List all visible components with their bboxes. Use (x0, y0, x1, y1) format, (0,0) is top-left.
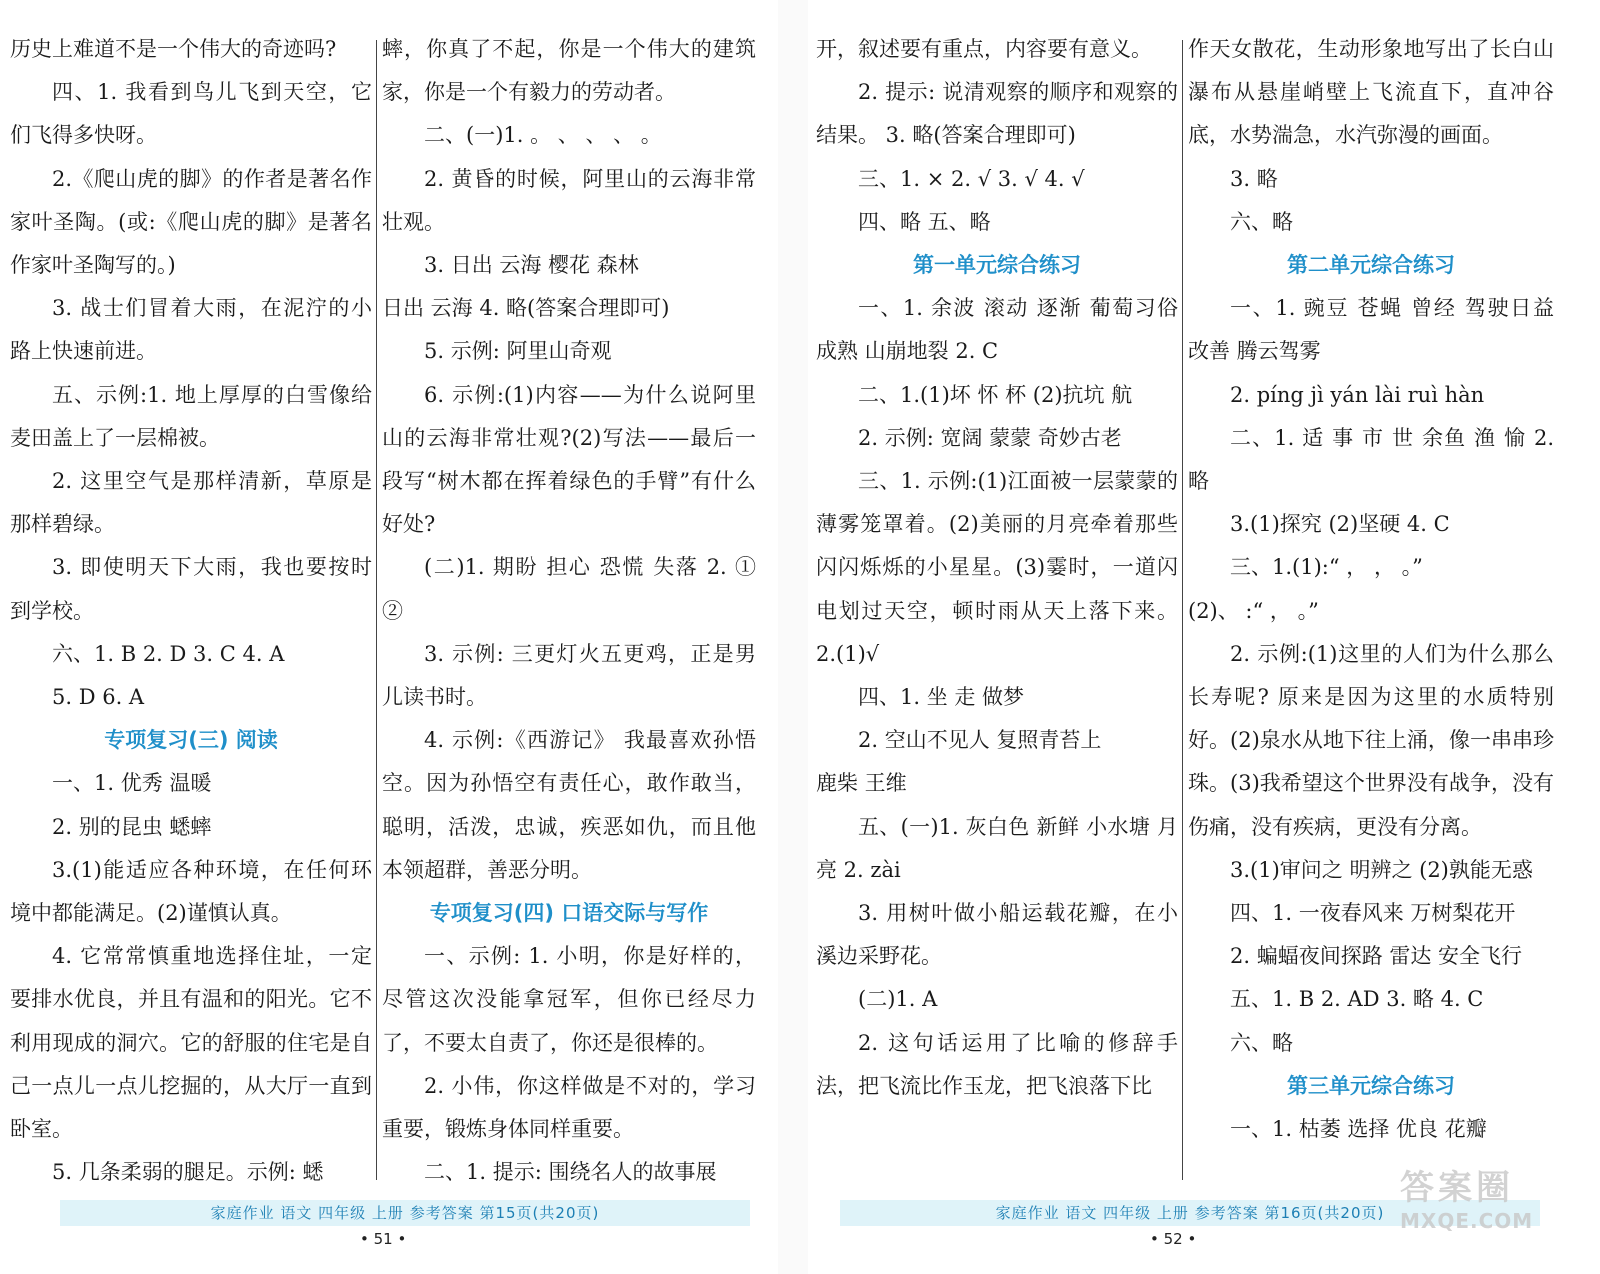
watermark-url: MXQE.COM (1400, 1209, 1534, 1233)
answer-paragraph: 日出 云海 4. 略(答案合理即可) (382, 296, 670, 321)
answer-paragraph: 五、1. B 2. AD 3. 略 4. C (1230, 987, 1484, 1012)
answer-paragraph: 3. 示例: 三更灯火五更鸡，正是男儿读书时。 (382, 641, 756, 710)
left-page-column-1 (10, 28, 372, 1190)
answer-paragraph: 2. 蝙蝠夜间探路 雷达 安全飞行 (1230, 944, 1523, 969)
answer-paragraph: 3. 日出 云海 樱花 森林 (424, 253, 639, 278)
answer-paragraph: 三、1. 示例:(1)江面被一层蒙蒙的薄雾笼罩着。(2)美丽的月亮牵着那些闪闪烁烁的小星星。(3)霎时，一道闪电划过天空，顿时雨从天上落下来。 2.(1)√ (816, 469, 1178, 666)
answer-paragraph: 二、1. 提示: 围绕名人的故事展 (424, 1160, 717, 1185)
section-title: 第一单元综合练习 (913, 253, 1081, 278)
answer-paragraph: 一、1. 余波 滚动 逐渐 葡萄习俗 成熟 山崩地裂 2. C (816, 296, 1178, 364)
watermark-title: 答案圈 (1400, 1168, 1514, 1208)
answer-paragraph: 三、1.(1):“ ， ， 。” (1230, 555, 1423, 580)
answer-paragraph: 6. 示例:(1)内容——为什么说阿里山的云海非常壮观?(2)写法——最后一段写“树木都在挥着绿色的手臂”有什么好处? (382, 382, 756, 537)
answer-paragraph: 六、略 (1230, 1030, 1293, 1055)
answer-paragraph: 2. 小伟，你这样做是不对的，学习重要，锻炼身体同样重要。 (382, 1073, 756, 1142)
answer-paragraph: 2. 黄昏的时候，阿里山的云海非常壮观。 (382, 166, 756, 234)
answer-paragraph: 2. píng jì yán lài ruì hàn (1230, 382, 1485, 407)
answer-paragraph: 4. 它常常慎重地选择住址，一定要排水优良，并且有温和的阳光。它不利用现成的洞穴。它的舒服的住宅是自己一点儿一点儿挖掘的，从大厅一直到卧室。 (10, 944, 372, 1142)
left-page-column-2 (382, 28, 756, 1190)
answer-paragraph: 一、1. 优秀 温暖 (52, 771, 212, 796)
answer-paragraph: 2. 这里空气是那样清新，草原是那样碧绿。 (10, 469, 372, 537)
section-title: 第三单元综合练习 (1287, 1073, 1455, 1098)
answer-paragraph: 二、1.(1)坏 怀 杯 (2)抗坑 航 (858, 382, 1133, 407)
answer-paragraph: 开，叙述要有重点，内容要有意义。 (816, 37, 1152, 61)
answer-paragraph: 一、1. 豌豆 苍蝇 曾经 驾驶日益 改善 腾云驾雾 (1188, 296, 1554, 364)
answer-paragraph: 2.《爬山虎的脚》的作者是著名作家叶圣陶。(或:《爬山虎的脚》是著名作家叶圣陶写的。) (10, 166, 372, 278)
answer-paragraph: 3. 即使明天下大雨，我也要按时到学校。 (10, 555, 372, 623)
answer-paragraph: 历史上难道不是一个伟大的奇迹吗? (10, 37, 337, 61)
answer-paragraph: 一、1. 枯萎 选择 优良 花瓣 (1230, 1117, 1487, 1142)
answer-paragraph: 四、略 五、略 (858, 209, 991, 234)
section-title: 专项复习(三) 阅读 (104, 728, 278, 753)
answer-paragraph: 四、1. 我看到鸟儿飞到天空，它们飞得多快呀。 (10, 80, 372, 148)
left-page-number: • 51 • (360, 1230, 407, 1248)
answer-paragraph: 3. 略 (1230, 166, 1278, 191)
answer-paragraph: 2. 示例: 宽阔 蒙蒙 奇妙古老 (858, 425, 1122, 450)
right-page-number: • 52 • (1150, 1230, 1197, 1248)
left-page-footer: 家庭作业 语文 四年级 上册 参考答案 第15页(共20页) (60, 1200, 750, 1226)
right-page-column-divider (1182, 40, 1183, 1180)
answer-paragraph: 4. 示例:《西游记》 我最喜欢孙悟空。因为孙悟空有责任心，敢作敢当，聪明，活泼，忠诚，疾恶如仇，而且他本领超群，善恶分明。 (382, 728, 756, 882)
answer-paragraph: 5. 几条柔弱的腿足。示例: 蟋 (52, 1160, 324, 1185)
left-page-column-divider (376, 40, 377, 1180)
answer-paragraph: 3.(1)探究 (2)坚硬 4. C (1230, 512, 1450, 537)
answer-paragraph: 5. D 6. A (52, 685, 145, 710)
answer-paragraph: 二、1. 适 事 市 世 余鱼 渔 愉 2. 略 (1188, 425, 1554, 494)
answer-paragraph: 3.(1)审问之 明辨之 (2)孰能无惑 (1230, 857, 1533, 882)
answer-paragraph: 2. 示例:(1)这里的人们为什么那么长寿呢? 原来是因为这里的水质特别好。(2)泉水从地下往上涌，像一串串珍珠。(3)我希望这个世界没有战争，没有伤痛，没有疾病，更没有分离。 (1188, 641, 1554, 839)
page-gutter (778, 0, 808, 1274)
answer-paragraph: 3. 战士们冒着大雨，在泥泞的小路上快速前进。 (10, 296, 372, 364)
answer-paragraph: 四、1. 坐 走 做梦 (858, 685, 1025, 710)
answer-paragraph: 六、略 (1230, 209, 1293, 234)
answer-paragraph: 六、1. B 2. D 3. C 4. A (52, 641, 285, 666)
answer-paragraph: (二)1. 期盼 担心 恐慌 失落 2. ① ② (382, 555, 756, 623)
answer-paragraph: 2. 提示: 说清观察的顺序和观察的结果。 3. 略(答案合理即可) (816, 80, 1178, 148)
right-page-footer: 家庭作业 语文 四年级 上册 参考答案 第16页(共20页) (840, 1200, 1540, 1226)
answer-paragraph: 一、示例: 1. 小明，你是好样的，尽管这次没能拿冠军，但你已经尽力了，不要太自责了，你还是很棒的。 (382, 944, 756, 1055)
answer-paragraph: 二、(一)1. 。 、 、 、 。 (424, 123, 662, 148)
answer-paragraph: 蟀，你真了不起，你是一个伟大的建筑家，你是一个有毅力的劳动者。 (382, 37, 756, 105)
answer-paragraph: 2. 空山不见人 复照青苔上 (858, 728, 1102, 753)
section-title: 专项复习(四) 口语交际与写作 (429, 901, 709, 926)
right-page-column-1 (816, 28, 1178, 1190)
answer-paragraph: 五、示例:1. 地上厚厚的白雪像给麦田盖上了一层棉被。 (10, 382, 372, 450)
answer-paragraph: 5. 示例: 阿里山奇观 (424, 339, 612, 364)
right-page-column-2 (1188, 28, 1554, 1190)
answer-paragraph: 三、1. × 2. √ 3. √ 4. √ (858, 166, 1085, 191)
answer-paragraph: 2. 这句话运用了比喻的修辞手法，把飞流比作玉龙，把飞浪落下比 (816, 1030, 1178, 1098)
answer-paragraph: 3. 用树叶做小船运载花瓣，在小溪边采野花。 (816, 901, 1178, 969)
answer-paragraph: (二)1. A (858, 987, 938, 1012)
answer-paragraph: 2. 别的昆虫 蟋蟀 (52, 814, 212, 839)
answer-paragraph: 五、(一)1. 灰白色 新鲜 小水塘 月亮 2. zài (816, 814, 1178, 882)
answer-paragraph: 3.(1)能适应各种环境，在任何环境中都能满足。(2)谨慎认真。 (10, 857, 372, 926)
section-title: 第二单元综合练习 (1287, 253, 1455, 278)
answer-paragraph: 四、1. 一夜春风来 万树梨花开 (1230, 901, 1516, 926)
answer-paragraph: 作天女散花，生动形象地写出了长白山瀑布从悬崖峭壁上飞流直下，直冲谷底，水势湍急，水汽弥漫的画面。 (1188, 37, 1554, 148)
answer-paragraph: 鹿柴 王维 (816, 771, 907, 796)
answer-paragraph: (2)、 :“ ， 。” (1188, 598, 1319, 623)
